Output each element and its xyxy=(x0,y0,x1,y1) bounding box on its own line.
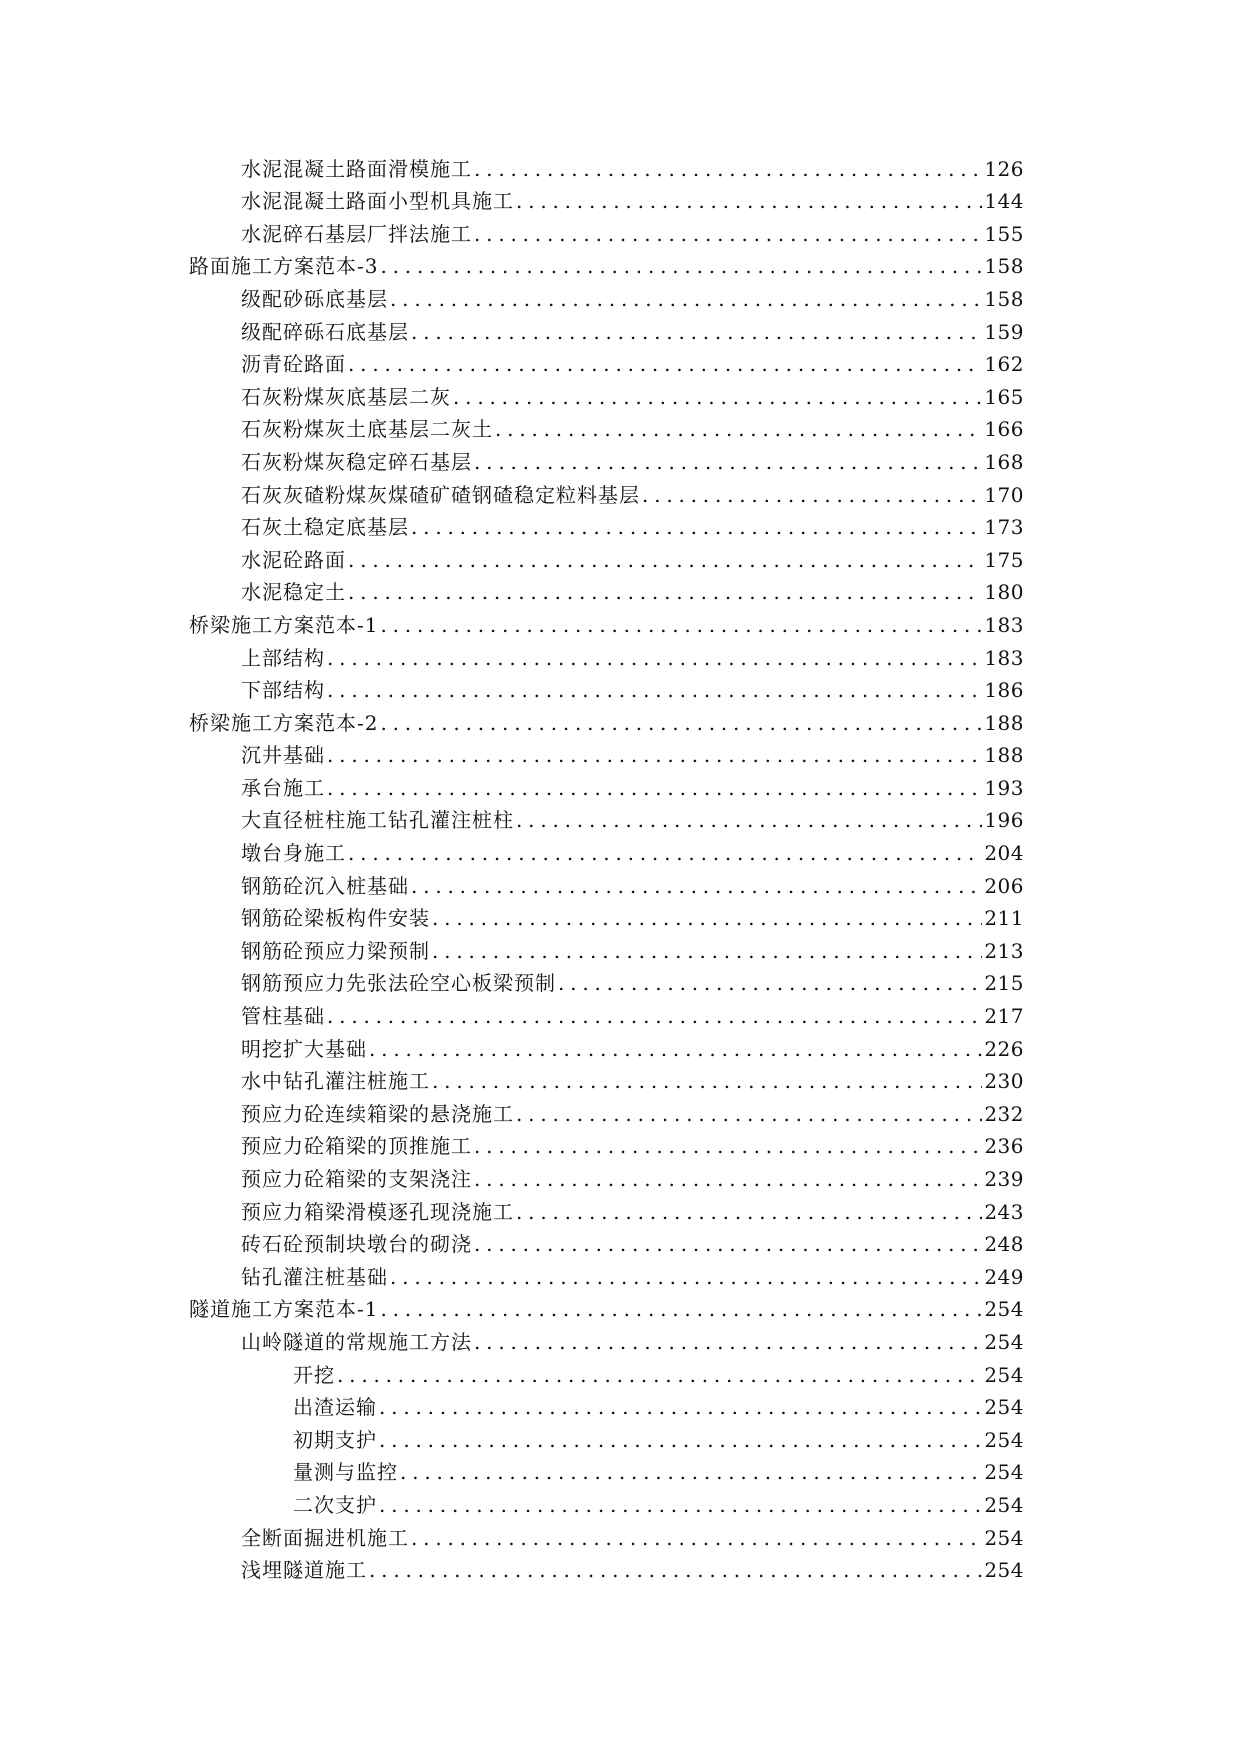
toc-entry-page-number: 236 xyxy=(984,1134,1024,1159)
toc-dot-leader xyxy=(327,678,982,702)
toc-entry-page-number: 158 xyxy=(984,286,1024,311)
toc-entry[interactable] xyxy=(0,1126,1241,1159)
toc-entry[interactable] xyxy=(0,344,1241,377)
toc-entry[interactable] xyxy=(0,1452,1241,1485)
toc-entry-page-number: 188 xyxy=(984,743,1024,768)
toc-dot-leader xyxy=(379,1428,982,1452)
toc-entry-page-number: 170 xyxy=(984,482,1024,507)
toc-entry[interactable] xyxy=(0,1517,1241,1550)
toc-entry[interactable] xyxy=(0,735,1241,768)
toc-entry[interactable] xyxy=(0,767,1241,800)
toc-entry[interactable] xyxy=(0,865,1241,898)
toc-dot-leader xyxy=(337,1363,982,1387)
toc-dot-leader xyxy=(474,1167,982,1191)
toc-entry-page-number: 183 xyxy=(984,645,1024,670)
toc-entry-title: 上部结构 xyxy=(241,645,325,670)
toc-entry-page-number: 254 xyxy=(984,1525,1024,1550)
toc-entry[interactable] xyxy=(0,1484,1241,1517)
toc-dot-leader xyxy=(474,450,982,474)
toc-entry-page-number: 186 xyxy=(984,678,1024,703)
toc-entry-page-number: 158 xyxy=(984,254,1024,279)
toc-dot-leader xyxy=(369,1558,982,1582)
toc-entry-page-number: 226 xyxy=(984,1036,1024,1061)
toc-entry-page-number: 243 xyxy=(984,1199,1024,1224)
toc-entry[interactable] xyxy=(0,832,1241,865)
toc-dot-leader xyxy=(432,1069,982,1093)
toc-entry-title: 水泥砼路面 xyxy=(241,547,346,572)
toc-entry[interactable] xyxy=(0,898,1241,931)
toc-entry-title: 石灰粉煤灰土底基层二灰土 xyxy=(241,417,493,442)
toc-entry-title: 石灰粉煤灰底基层二灰 xyxy=(241,384,451,409)
toc-entry-page-number: 144 xyxy=(984,189,1024,214)
toc-entry[interactable] xyxy=(0,539,1241,572)
toc-dot-leader xyxy=(390,287,982,311)
toc-entry-title: 石灰土稳定底基层 xyxy=(241,515,409,540)
toc-entry-page-number: 162 xyxy=(984,352,1024,377)
toc-entry[interactable] xyxy=(0,1256,1241,1289)
toc-entry[interactable] xyxy=(0,963,1241,996)
toc-entry-page-number: 230 xyxy=(984,1069,1024,1094)
toc-entry[interactable] xyxy=(0,1387,1241,1420)
toc-entry-page-number: 175 xyxy=(984,547,1024,572)
toc-entry-title: 预应力砼箱梁的支架浇注 xyxy=(241,1167,472,1191)
toc-dot-leader xyxy=(411,874,982,898)
toc-entry[interactable] xyxy=(0,1289,1241,1322)
toc-entry-title: 开挖 xyxy=(293,1362,335,1387)
toc-entry[interactable] xyxy=(0,246,1241,279)
toc-entry[interactable] xyxy=(0,213,1241,246)
toc-entry[interactable] xyxy=(0,995,1241,1028)
toc-dot-leader xyxy=(348,841,982,865)
toc-entry-title: 水泥混凝土路面滑模施工 xyxy=(241,156,472,181)
toc-entry-page-number: 165 xyxy=(984,384,1024,409)
toc-entry-page-number: 204 xyxy=(984,841,1024,866)
toc-dot-leader xyxy=(390,1265,982,1289)
toc-entry-title: 出渣运输 xyxy=(293,1395,377,1420)
toc-entry[interactable] xyxy=(0,507,1241,540)
toc-dot-leader xyxy=(411,1526,982,1550)
toc-entry-title: 路面施工方案范本-3 xyxy=(189,254,379,279)
toc-dot-leader xyxy=(348,548,982,572)
toc-entry[interactable] xyxy=(0,278,1241,311)
toc-entry[interactable] xyxy=(0,441,1241,474)
toc-dot-leader xyxy=(327,743,982,767)
table-of-contents xyxy=(0,148,1241,1582)
toc-entry-page-number: 213 xyxy=(984,938,1024,963)
toc-entry-title: 水泥混凝土路面小型机具施工 xyxy=(241,189,514,214)
toc-entry-page-number: 159 xyxy=(984,319,1024,344)
toc-dot-leader xyxy=(369,1037,982,1061)
toc-dot-leader xyxy=(348,352,982,376)
toc-dot-leader xyxy=(348,580,982,604)
toc-dot-leader xyxy=(379,1493,982,1517)
toc-entry-title: 砖石砼预制块墩台的砌浇 xyxy=(241,1232,472,1257)
toc-entry[interactable] xyxy=(0,1224,1241,1257)
toc-entry[interactable] xyxy=(0,376,1241,409)
toc-entry-page-number: 217 xyxy=(984,1004,1024,1029)
toc-dot-leader xyxy=(400,1460,982,1484)
toc-entry-title: 钻孔灌注桩基础 xyxy=(241,1264,388,1289)
toc-entry[interactable] xyxy=(0,1419,1241,1452)
toc-dot-leader xyxy=(474,1330,982,1354)
toc-entry-title: 承台施工 xyxy=(241,775,325,800)
toc-entry-title: 山岭隧道的常规施工方法 xyxy=(241,1329,472,1354)
toc-dot-leader xyxy=(380,711,982,735)
toc-entry-title: 钢筋砼预应力梁预制 xyxy=(241,938,430,963)
toc-dot-leader xyxy=(432,939,982,963)
toc-entry-title: 量测与监控 xyxy=(293,1460,398,1485)
toc-entry-title: 桥梁施工方案范本-2 xyxy=(189,710,379,735)
toc-entry-page-number: 126 xyxy=(984,156,1024,181)
toc-dot-leader xyxy=(411,515,982,539)
toc-entry-page-number: 254 xyxy=(984,1297,1024,1322)
toc-entry-title: 钢筋预应力先张法砼空心板梁预制 xyxy=(241,971,556,996)
toc-entry-title: 浅埋隧道施工 xyxy=(241,1558,367,1583)
toc-entry-title: 预应力砼连续箱梁的悬浇施工 xyxy=(241,1101,514,1126)
toc-entry-title: 隧道施工方案范本-1 xyxy=(189,1297,379,1322)
toc-entry-page-number: 248 xyxy=(984,1232,1024,1257)
toc-entry-title: 沥青砼路面 xyxy=(241,352,346,377)
toc-entry-page-number: 254 xyxy=(984,1362,1024,1387)
toc-entry[interactable] xyxy=(0,1321,1241,1354)
toc-dot-leader xyxy=(379,1395,982,1419)
toc-entry-page-number: 173 xyxy=(984,515,1024,540)
toc-entry-title: 管柱基础 xyxy=(241,1004,325,1029)
toc-entry-title: 沉井基础 xyxy=(241,743,325,768)
toc-entry-page-number: 188 xyxy=(984,710,1024,735)
toc-entry[interactable] xyxy=(0,1158,1241,1191)
toc-entry-title: 墩台身施工 xyxy=(241,841,346,866)
toc-entry-page-number: 254 xyxy=(984,1558,1024,1583)
toc-entry-title: 下部结构 xyxy=(241,678,325,703)
toc-entry[interactable] xyxy=(0,474,1241,507)
toc-entry[interactable] xyxy=(0,800,1241,833)
toc-entry-page-number: 254 xyxy=(984,1492,1024,1517)
toc-entry[interactable] xyxy=(0,637,1241,670)
toc-dot-leader xyxy=(495,417,982,441)
toc-entry-title: 桥梁施工方案范本-1 xyxy=(189,612,379,637)
toc-entry[interactable] xyxy=(0,1061,1241,1094)
toc-entry-title: 级配砂砾底基层 xyxy=(241,286,388,311)
toc-entry-title: 级配碎砾石底基层 xyxy=(241,319,409,344)
toc-dot-leader xyxy=(474,222,982,246)
toc-entry-title: 初期支护 xyxy=(293,1427,377,1452)
toc-entry-page-number: 215 xyxy=(984,971,1024,996)
toc-entry[interactable] xyxy=(0,1354,1241,1387)
toc-dot-leader xyxy=(558,971,982,995)
toc-entry-page-number: 206 xyxy=(984,873,1024,898)
toc-entry-page-number: 254 xyxy=(984,1329,1024,1354)
toc-entry[interactable] xyxy=(0,702,1241,735)
toc-dot-leader xyxy=(327,776,982,800)
toc-entry-page-number: 155 xyxy=(984,221,1024,246)
toc-dot-leader xyxy=(380,613,982,637)
toc-entry-title: 明挖扩大基础 xyxy=(241,1036,367,1061)
toc-dot-leader xyxy=(516,808,982,832)
toc-entry-page-number: 249 xyxy=(984,1264,1024,1289)
toc-entry-page-number: 193 xyxy=(984,775,1024,800)
toc-entry-title: 水中钻孔灌注桩施工 xyxy=(241,1069,430,1094)
toc-entry[interactable] xyxy=(0,1550,1241,1583)
toc-dot-leader xyxy=(516,1200,982,1224)
toc-entry-title: 全断面掘进机施工 xyxy=(241,1525,409,1550)
toc-entry-title: 钢筋砼沉入桩基础 xyxy=(241,873,409,898)
toc-entry[interactable] xyxy=(0,670,1241,703)
toc-entry-title: 预应力砼箱梁的顶推施工 xyxy=(241,1134,472,1159)
toc-entry-page-number: 254 xyxy=(984,1460,1024,1485)
toc-entry[interactable] xyxy=(0,572,1241,605)
toc-entry[interactable] xyxy=(0,181,1241,214)
toc-entry[interactable] xyxy=(0,311,1241,344)
toc-entry-page-number: 166 xyxy=(984,417,1024,442)
toc-dot-leader xyxy=(474,1232,982,1256)
toc-entry-page-number: 232 xyxy=(984,1101,1024,1126)
toc-dot-leader xyxy=(474,1134,982,1158)
toc-entry-page-number: 180 xyxy=(984,580,1024,605)
toc-dot-leader xyxy=(516,1102,982,1126)
toc-dot-leader xyxy=(432,906,982,930)
toc-dot-leader xyxy=(516,189,982,213)
toc-entry-page-number: 239 xyxy=(984,1167,1024,1191)
toc-entry-title: 水泥碎石基层厂拌法施工 xyxy=(241,221,472,246)
toc-dot-leader xyxy=(411,320,982,344)
toc-entry-page-number: 196 xyxy=(984,808,1024,833)
toc-entry-title: 石灰粉煤灰稳定碎石基层 xyxy=(241,449,472,474)
toc-entry-title: 水泥稳定土 xyxy=(241,580,346,605)
toc-entry-page-number: 254 xyxy=(984,1427,1024,1452)
toc-dot-leader xyxy=(380,1297,982,1321)
toc-entry[interactable] xyxy=(0,604,1241,637)
toc-dot-leader xyxy=(380,254,982,278)
toc-dot-leader xyxy=(327,646,982,670)
toc-entry-title: 二次支护 xyxy=(293,1492,377,1517)
toc-dot-leader xyxy=(327,1004,982,1028)
toc-entry-title: 预应力箱梁滑模逐孔现浇施工 xyxy=(241,1199,514,1224)
toc-entry-page-number: 211 xyxy=(984,906,1024,931)
toc-entry-title: 大直径桩柱施工钻孔灌注桩柱 xyxy=(241,808,514,833)
toc-entry-page-number: 254 xyxy=(984,1395,1024,1420)
toc-dot-leader xyxy=(642,483,982,507)
toc-entry-page-number: 183 xyxy=(984,612,1024,637)
toc-entry[interactable] xyxy=(0,930,1241,963)
toc-entry[interactable] xyxy=(0,409,1241,442)
toc-dot-leader xyxy=(453,385,982,409)
toc-entry-page-number: 168 xyxy=(984,449,1024,474)
toc-entry[interactable] xyxy=(0,148,1241,181)
toc-entry[interactable] xyxy=(0,1028,1241,1061)
toc-entry-title: 钢筋砼梁板构件安装 xyxy=(241,906,430,931)
toc-entry-title: 石灰灰碴粉煤灰煤碴矿碴钢碴稳定粒料基层 xyxy=(241,482,640,507)
toc-entry[interactable] xyxy=(0,1093,1241,1126)
toc-dot-leader xyxy=(474,157,982,181)
toc-entry[interactable] xyxy=(0,1191,1241,1224)
